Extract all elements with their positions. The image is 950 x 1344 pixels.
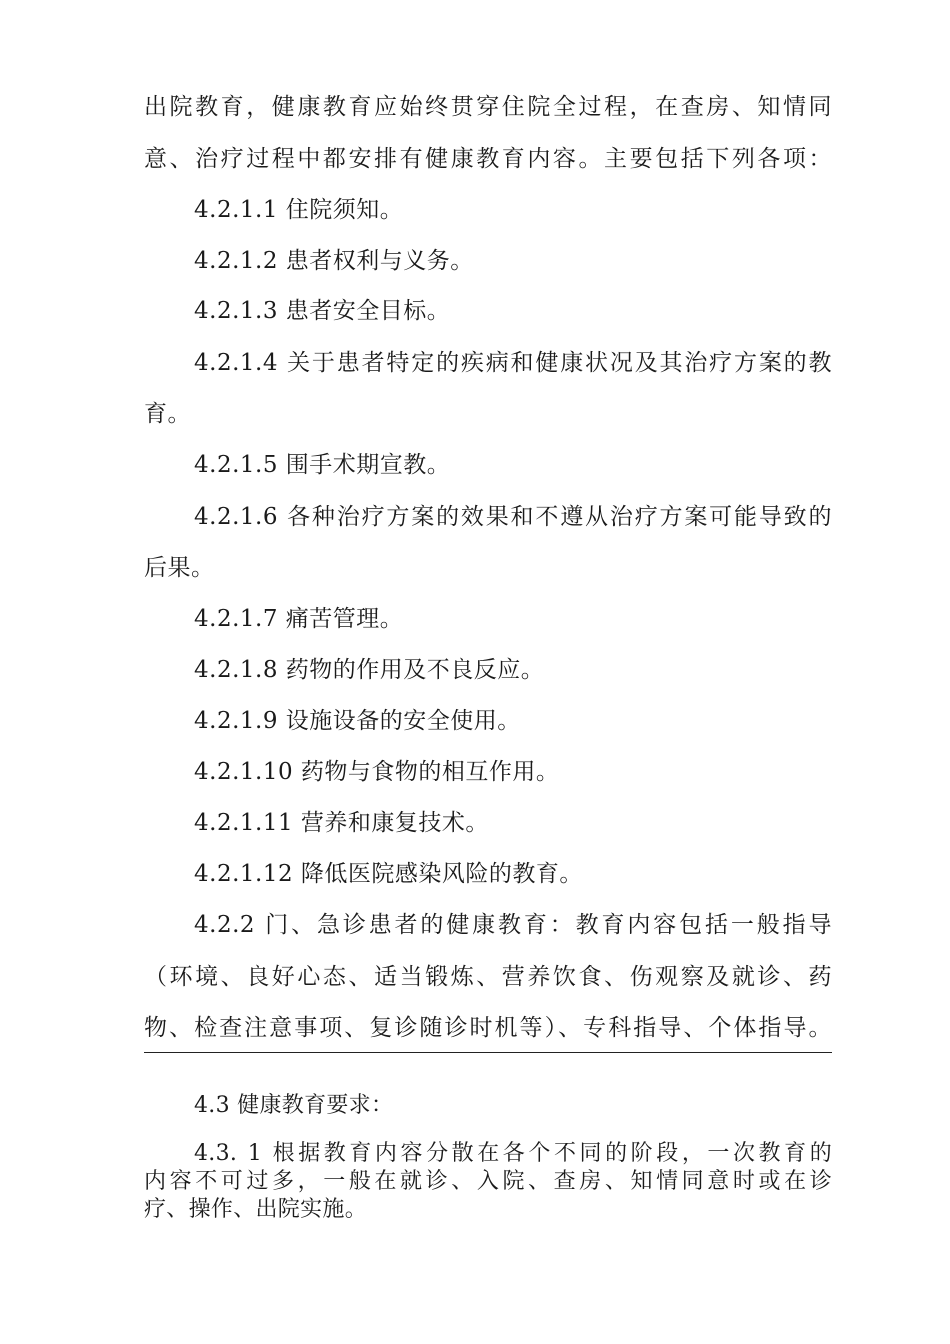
paragraph-line: 意、治疗过程中都安排有健康教育内容。主要包括下列各项： [144,146,832,172]
list-item: 4.2.1.10 药物与食物的相互作用。 [194,759,560,785]
paragraph-line: 内容不可过多，一般在就诊、入院、查房、知情同意时或在诊 [144,1169,832,1194]
list-item: 4.2.1.7 痛苦管理。 [194,606,404,632]
paragraph-line: 出院教育，健康教育应始终贯穿住院全过程，在查房、知情同 [144,94,832,120]
paragraph-line: 育。 [144,401,191,427]
document-page [144,0,832,1344]
paragraph-line: 后果。 [144,555,215,581]
list-item: 4.2.1.6 各种治疗方案的效果和不遵从治疗方案可能导致的 [194,504,832,530]
list-item: 4.2.1.1 住院须知。 [194,197,404,223]
horizontal-rule [144,1052,832,1053]
list-item: 4.2.1.4 关于患者特定的疾病和健康状况及其治疗方案的教 [194,350,832,376]
list-item: 4.2.1.2 患者权利与义务。 [194,248,474,274]
list-item: 4.2.1.3 患者安全目标。 [194,298,451,324]
list-item: 4.2.1.5 围手术期宣教。 [194,452,451,478]
list-item: 4.2.1.9 设施设备的安全使用。 [194,708,521,734]
paragraph-line: 物、检查注意事项、复诊随诊时机等）、专科指导、个体指导。 [144,1015,832,1041]
paragraph-line: 4.2.2 门、急诊患者的健康教育：教育内容包括一般指导 [194,912,832,938]
list-item: 4.2.1.11 营养和康复技术。 [194,810,489,836]
paragraph-line: （环境、良好心态、适当锻炼、营养饮食、伤观察及就诊、药 [144,964,832,990]
list-item: 4.2.1.12 降低医院感染风险的教育。 [194,861,583,887]
section-heading: 4.3 健康教育要求： [194,1093,394,1118]
list-item: 4.2.1.8 药物的作用及不良反应。 [194,657,545,683]
paragraph-line: 疗、操作、出院实施。 [144,1197,368,1222]
paragraph-line: 4.3. 1 根据教育内容分散在各个不同的阶段，一次教育的 [194,1141,832,1166]
